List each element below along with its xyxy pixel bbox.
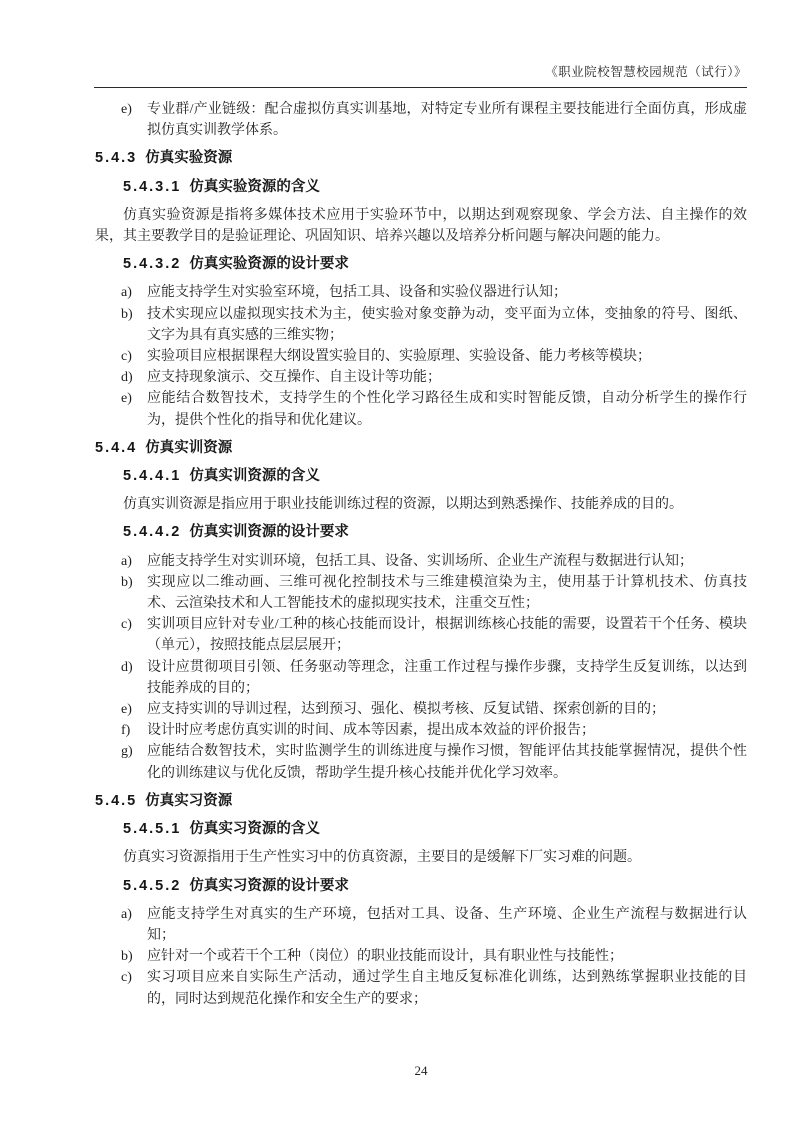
subsection-title: 仿真实验资源的含义 bbox=[189, 178, 320, 195]
list-item-marker: g) bbox=[121, 744, 133, 760]
subsection-heading bbox=[123, 466, 747, 487]
subsection-number: 5.4.5.1 bbox=[123, 821, 182, 838]
list-item-marker: c) bbox=[121, 617, 132, 633]
list-item bbox=[95, 720, 747, 741]
subsection-title: 仿真实习资源的含义 bbox=[189, 821, 320, 838]
list-item bbox=[95, 904, 747, 946]
page-footer bbox=[95, 1063, 747, 1079]
page-content bbox=[95, 99, 747, 1016]
list-item-text: 应针对一个或若干个工种（岗位）的职业技能而设计，具有职业性与技能性； bbox=[147, 949, 623, 965]
list-item-text: 实训项目应针对专业/工种的核心技能而设计，根据训练核心技能的需要，设置若干个任务、模块（单元），按照技能点层层展开； bbox=[147, 617, 747, 654]
list-item-marker: a) bbox=[121, 906, 132, 922]
paragraph: 仿真实训资源是指应用于职业技能训练过程的资源，以期达到熟悉操作、技能养成的目的。 bbox=[123, 497, 683, 513]
paragraph: 仿真实习资源指用于生产性实习中的仿真资源，主要目的是缓解下厂实习难的问题。 bbox=[123, 850, 641, 866]
list-item bbox=[95, 367, 747, 388]
list-item bbox=[95, 282, 747, 303]
list-item-text: 应能结合数智技术，实时监测学生的训练进度与操作习惯，智能评估其技能掌握情况，提供个性化的训练建议与优化反馈，帮助学生提升核心技能并优化学习效率。 bbox=[147, 744, 747, 781]
list-item-text: 设计时应考虑仿真实训的时间、成本等因素，提出成本效益的评价报告； bbox=[147, 723, 595, 739]
subsection-heading bbox=[123, 254, 747, 275]
header-title: 《职业院校智慧校园规范（试行）》 bbox=[545, 65, 747, 79]
subsection-title: 仿真实验资源的设计要求 bbox=[189, 256, 349, 273]
paragraph: 仿真实验资源是指将多媒体技术应用于实验环节中，以期达到观察现象、学会方法、自主操作的效果，其主要教学目的是验证理论、巩固知识、培养兴趣以及培养分析问题与解决问题的能力。 bbox=[95, 207, 747, 245]
list-item-text: 应能支持学生对实训环境，包括工具、设备、实训场所、企业生产流程与数据进行认知； bbox=[147, 553, 693, 569]
list-item bbox=[95, 967, 747, 1009]
list-item-marker: d) bbox=[121, 370, 133, 386]
list-item-text: 应支持实训的导训过程，达到预习、强化、模拟考核、反复试错、探索创新的目的； bbox=[147, 702, 665, 718]
subsection-number: 5.4.4.1 bbox=[123, 468, 182, 485]
section-title: 仿真实习资源 bbox=[145, 792, 233, 809]
list-item-text: 应支持现象演示、交互操作、自主设计等功能； bbox=[147, 370, 441, 386]
subsection-number: 5.4.3.1 bbox=[123, 178, 182, 195]
section-number: 5.4.3 bbox=[95, 150, 138, 167]
list-item bbox=[95, 946, 747, 967]
list-item-text: 实习项目应来自实际生产活动，通过学生自主地反复标准化训练，达到熟练掌握职业技能的目的，同时达到规范化操作和安全生产的要求； bbox=[147, 970, 747, 1007]
list-item-text: 应能支持学生对实验室环境，包括工具、设备和实验仪器进行认知； bbox=[147, 285, 567, 301]
list-item-marker: a) bbox=[121, 285, 132, 301]
requirement-list bbox=[95, 551, 747, 784]
list-item bbox=[95, 741, 747, 783]
subsection-number: 5.4.4.2 bbox=[123, 524, 182, 541]
list-item bbox=[95, 304, 747, 346]
list-item-text: 技术实现应以虚拟现实技术为主，使实验对象变静为动，变平面为立体，变抽象的符号、图纸、文字为具有真实感的三维实物； bbox=[147, 306, 747, 343]
list-item-marker: b) bbox=[121, 306, 133, 322]
section-heading bbox=[95, 791, 747, 812]
subsection-number: 5.4.5.2 bbox=[123, 877, 182, 894]
list-item-text: 专业群/产业链级：配合虚拟仿真实训基地，对特定专业所有课程主要技能进行全面仿真，形成虚拟仿真实训教学体系。 bbox=[147, 102, 747, 139]
list-item bbox=[95, 699, 747, 720]
list-item bbox=[95, 388, 747, 430]
list-item-text: 设计应贯彻项目引领、任务驱动等理念，注重工作过程与操作步骤，支持学生反复训练，以达到技能养成的目的； bbox=[147, 659, 747, 696]
list-item-text: 应能结合数智技术，支持学生的个性化学习路径生成和实时智能反馈，自动分析学生的操作行为，提供个性化的指导和优化建议。 bbox=[147, 391, 747, 428]
subsection-heading bbox=[123, 177, 747, 198]
list-item-marker: e) bbox=[121, 391, 132, 407]
section-heading bbox=[95, 438, 747, 459]
subsection-title: 仿真实习资源的设计要求 bbox=[189, 877, 349, 894]
subsection-title: 仿真实训资源的含义 bbox=[189, 468, 320, 485]
list-item-marker: b) bbox=[121, 949, 133, 965]
list-item-marker: c) bbox=[121, 349, 132, 365]
page-number: 24 bbox=[414, 1063, 428, 1078]
subsection-title: 仿真实训资源的设计要求 bbox=[189, 524, 349, 541]
page-header bbox=[94, 62, 747, 88]
subsection-number: 5.4.3.2 bbox=[123, 256, 182, 273]
subsection-heading bbox=[123, 876, 747, 897]
list-item-text: 实现应以二维动画、三维可视化控制技术与三维建模渲染为主，使用基于计算机技术、仿真技术、云渲染技术和人工智能技术的虚拟现实技术，注重交互性； bbox=[147, 574, 747, 612]
list-item-marker: d) bbox=[121, 659, 133, 675]
list-item-marker: f) bbox=[121, 723, 131, 739]
list-item bbox=[95, 657, 747, 699]
list-item-marker: e) bbox=[121, 702, 132, 718]
list-item bbox=[95, 614, 747, 656]
section-title: 仿真实训资源 bbox=[145, 439, 233, 456]
list-item-marker: e) bbox=[121, 102, 132, 117]
section-number: 5.4.5 bbox=[95, 792, 138, 809]
list-item-text: 应能支持学生对真实的生产环境，包括对工具、设备、生产环境、企业生产流程与数据进行认知； bbox=[147, 906, 747, 943]
list-item bbox=[95, 572, 747, 614]
subsection-heading bbox=[123, 819, 747, 840]
list-item-marker: b) bbox=[121, 574, 133, 590]
list-item-marker: a) bbox=[121, 553, 132, 569]
list-item-marker: c) bbox=[121, 970, 132, 986]
list-item bbox=[95, 99, 747, 141]
section-heading bbox=[95, 148, 747, 169]
list-item bbox=[95, 346, 747, 367]
section-number: 5.4.4 bbox=[95, 439, 138, 456]
subsection-heading bbox=[123, 522, 747, 543]
section-title: 仿真实验资源 bbox=[145, 150, 233, 167]
list-item-text: 实验项目应根据课程大纲设置实验目的、实验原理、实验设备、能力考核等模块； bbox=[147, 349, 651, 365]
list-item bbox=[95, 551, 747, 572]
requirement-list bbox=[95, 904, 747, 1010]
requirement-list bbox=[95, 282, 747, 430]
